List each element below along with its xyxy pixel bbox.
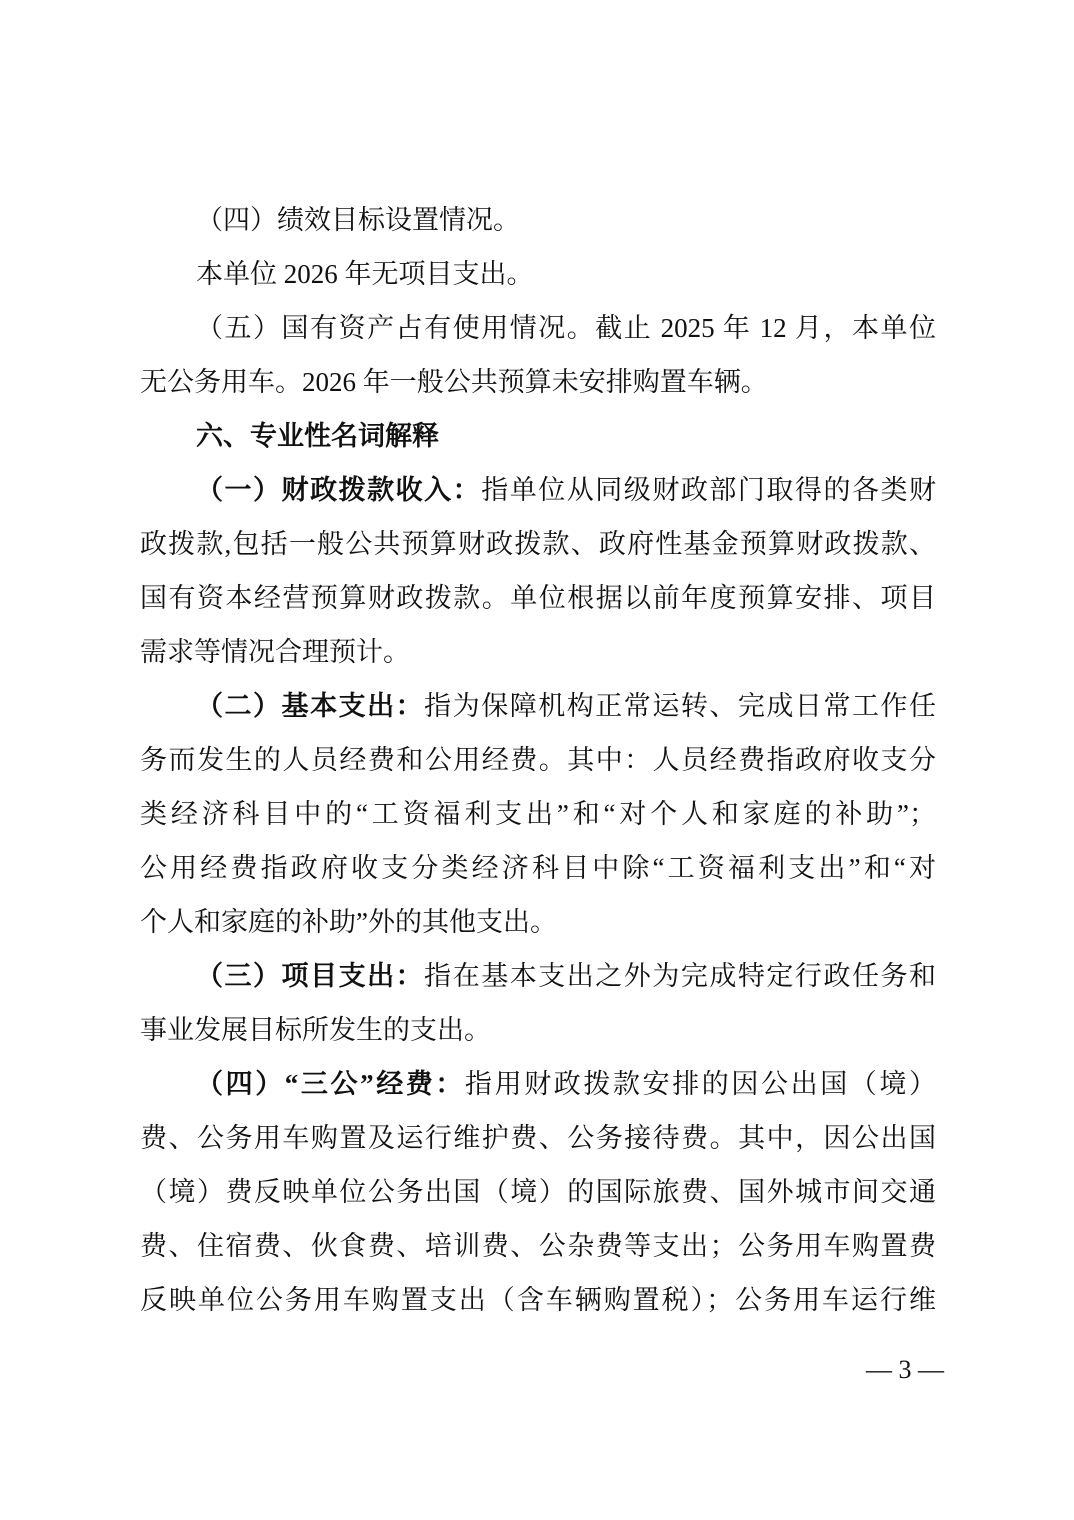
heading-paragraph-line bbox=[140, 409, 936, 463]
paragraph-line bbox=[140, 1273, 936, 1327]
line-text: 费、住宿费、伙食费、培训费、公杂费等支出；公务用车购置费 bbox=[140, 1231, 936, 1261]
document-body bbox=[140, 193, 936, 1327]
paragraph-line bbox=[140, 1219, 936, 1273]
line-text: 个人和家庭的补助”外的其他支出。 bbox=[140, 907, 557, 937]
paragraph-line bbox=[140, 625, 936, 679]
line-text: 无公务用车。2026 年一般公共预算未安排购置车辆。 bbox=[140, 367, 768, 397]
bold-term: （一）财政拨款收入： bbox=[196, 475, 482, 505]
page-number: — 3 — bbox=[866, 1355, 944, 1384]
line-text: 本单位 2026 年无项目支出。 bbox=[196, 259, 534, 289]
bold-term: （二）基本支出： bbox=[196, 691, 425, 721]
line-text: 指在基本支出之外为完成特定行政任务和 bbox=[424, 961, 937, 991]
bold-term: （三）项目支出： bbox=[196, 961, 425, 991]
line-text: 务而发生的人员经费和公用经费。其中：人员经费指政府收支分 bbox=[140, 745, 936, 775]
heading-paragraph-line bbox=[140, 463, 936, 517]
line-text: 指用财政拨款安排的因公出国（境） bbox=[465, 1069, 936, 1099]
paragraph-line bbox=[140, 355, 936, 409]
heading-paragraph-line bbox=[140, 1057, 936, 1111]
line-text: 费、公务用车购置及运行维护费、公务接待费。其中，因公出国 bbox=[140, 1123, 936, 1153]
paragraph-line bbox=[140, 787, 936, 841]
paragraph-line bbox=[140, 517, 936, 571]
line-text: 类经济科目中的“工资福利支出”和“对个人和家庭的补助”； bbox=[140, 799, 936, 829]
paragraph-line bbox=[140, 193, 936, 247]
line-text: （五）国有资产占有使用情况。截止 2025 年 12 月，本单位 bbox=[196, 313, 936, 343]
line-text: 公用经费指政府收支分类经济科目中除“工资福利支出”和“对 bbox=[140, 853, 936, 883]
paragraph-line bbox=[140, 301, 936, 355]
line-text: （四）绩效目标设置情况。 bbox=[196, 205, 520, 235]
line-text: 政拨款,包括一般公共预算财政拨款、政府性基金预算财政拨款、 bbox=[140, 529, 936, 559]
line-text: 指为保障机构正常运转、完成日常工作任 bbox=[424, 691, 937, 721]
paragraph-line bbox=[140, 895, 936, 949]
paragraph-line bbox=[140, 571, 936, 625]
paragraph-line bbox=[140, 1165, 936, 1219]
heading-paragraph-line bbox=[140, 949, 936, 1003]
heading-paragraph-line bbox=[140, 679, 936, 733]
line-text: 国有资本经营预算财政拨款。单位根据以前年度预算安排、项目 bbox=[140, 583, 936, 613]
paragraph-line bbox=[140, 841, 936, 895]
paragraph-line bbox=[140, 247, 936, 301]
line-text: 反映单位公务用车购置支出（含车辆购置税）；公务用车运行维 bbox=[140, 1285, 936, 1315]
paragraph-line bbox=[140, 733, 936, 787]
paragraph-line bbox=[140, 1003, 936, 1057]
paragraph-line bbox=[140, 1111, 936, 1165]
bold-term: （四）“三公”经费： bbox=[196, 1069, 465, 1099]
line-text: 事业发展目标所发生的支出。 bbox=[140, 1015, 491, 1045]
bold-term: 六、专业性名词解释 bbox=[196, 421, 439, 451]
line-text: 指单位从同级财政部门取得的各类财 bbox=[481, 475, 937, 505]
line-text: （境）费反映单位公务出国（境）的国际旅费、国外城市间交通 bbox=[140, 1177, 936, 1207]
line-text: 需求等情况合理预计。 bbox=[140, 637, 410, 667]
